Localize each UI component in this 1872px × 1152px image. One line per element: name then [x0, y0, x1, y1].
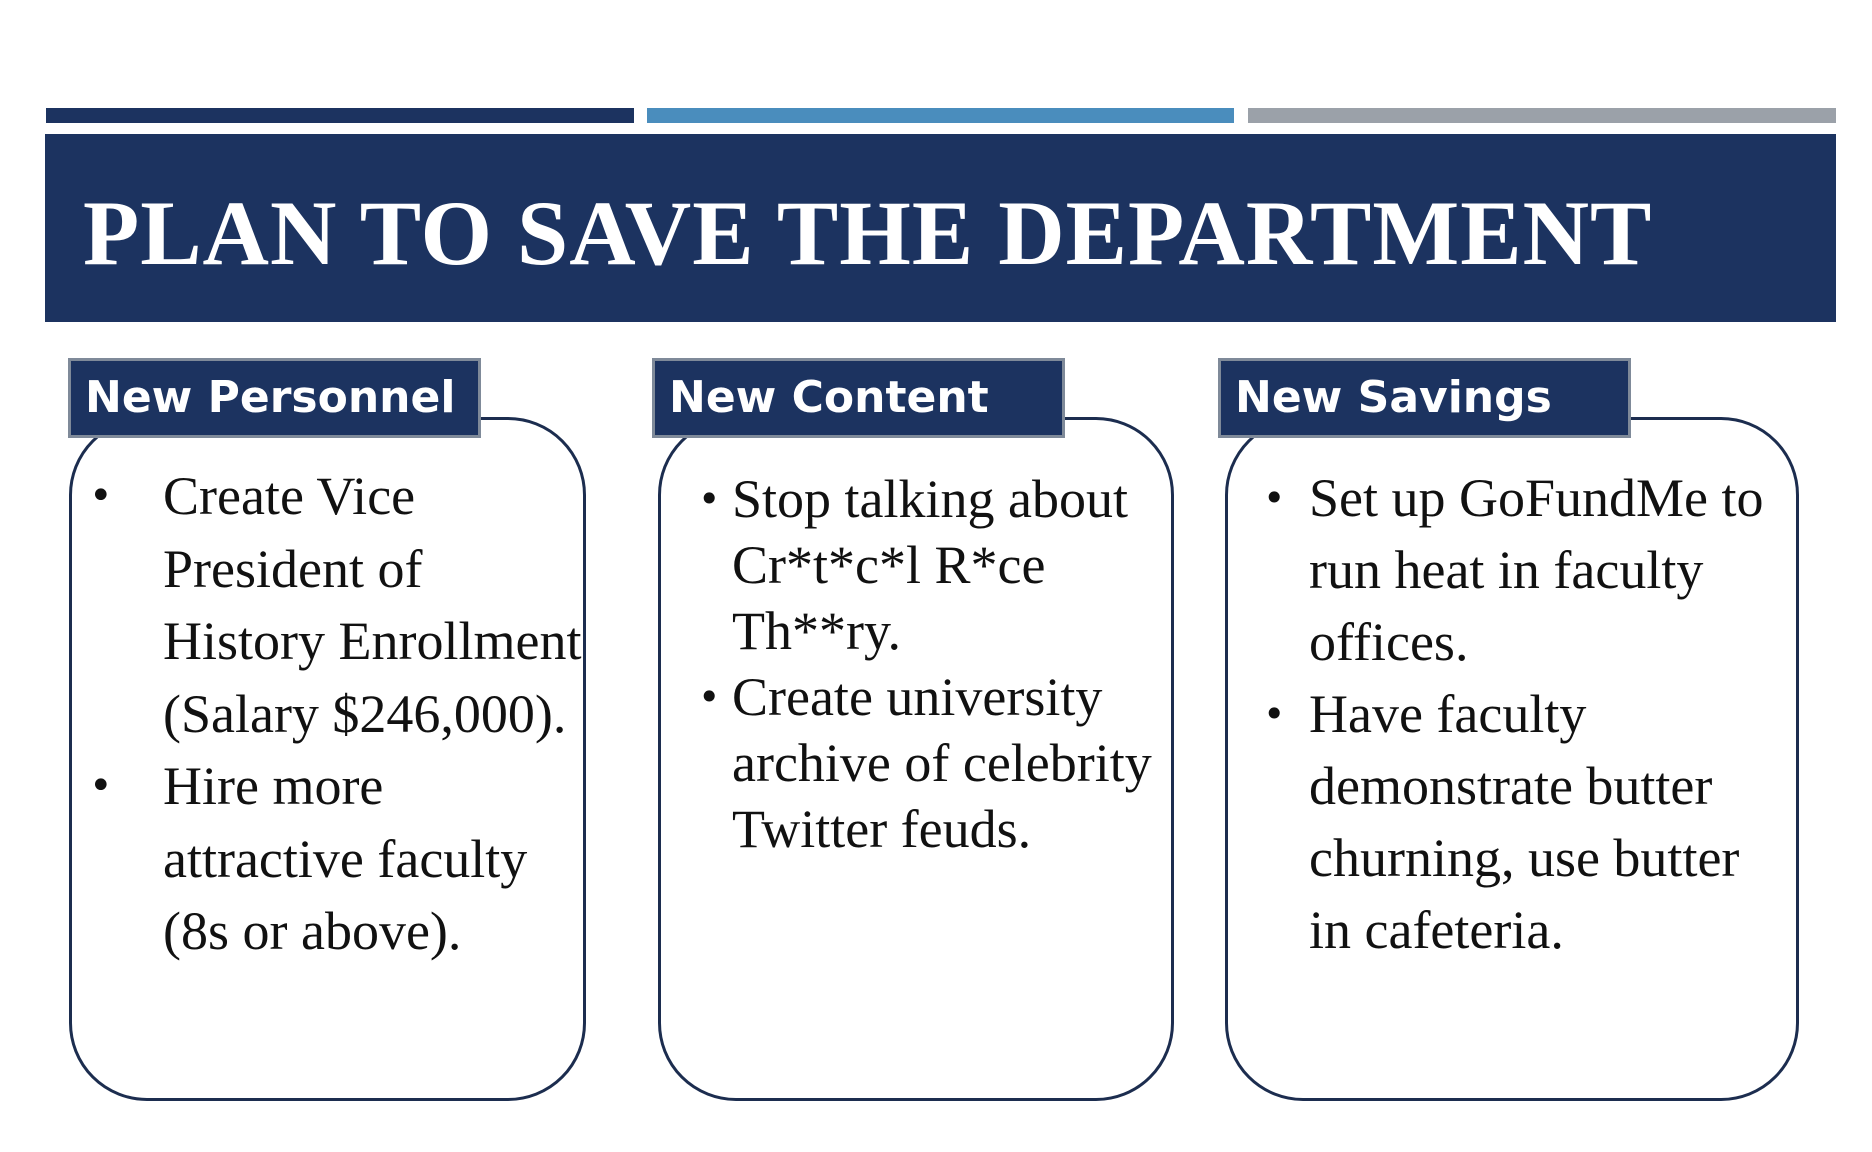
accent-bar-blue — [647, 108, 1234, 123]
column-label-savings: New Savings — [1218, 358, 1631, 438]
column-label-personnel: New Personnel — [68, 358, 481, 438]
bullet-text: Stop talking about Cr*t*c*l R*ce Th**ry. — [732, 469, 1128, 661]
title-band — [45, 134, 1836, 322]
accent-bar-dark — [46, 108, 634, 123]
column-label-content: New Content — [652, 358, 1065, 438]
bullet-icon: • — [1263, 692, 1286, 736]
list-item — [698, 466, 1172, 664]
list-item — [89, 750, 593, 968]
list-item — [1263, 678, 1789, 966]
bullet-list-personnel — [89, 460, 593, 968]
bullet-list-content — [698, 466, 1172, 862]
slide-title: PLAN TO SAVE THE DEPARTMENT — [83, 182, 1653, 284]
bullet-text: Set up GoFundMe to run heat in faculty offices. — [1309, 468, 1764, 672]
bullet-text: Hire more attractive faculty (8s or above). — [163, 756, 528, 961]
bullet-list-savings — [1263, 462, 1789, 966]
bullet-icon: • — [698, 675, 721, 719]
bullet-icon: • — [1263, 476, 1286, 520]
bullet-icon: • — [698, 477, 721, 521]
bullet-icon: • — [89, 473, 113, 519]
bullet-text: Have faculty demonstrate butter churning, use butter in cafeteria. — [1309, 684, 1740, 960]
accent-bar-gray — [1248, 108, 1836, 123]
bullet-icon: • — [89, 763, 113, 809]
list-item — [89, 460, 593, 750]
list-item — [1263, 462, 1789, 678]
bullet-text: Create university archive of celebrity Twitter feuds. — [732, 667, 1152, 859]
list-item — [698, 664, 1172, 862]
bullet-text: Create Vice President of History Enrollment (Salary $246,000). — [163, 466, 582, 744]
